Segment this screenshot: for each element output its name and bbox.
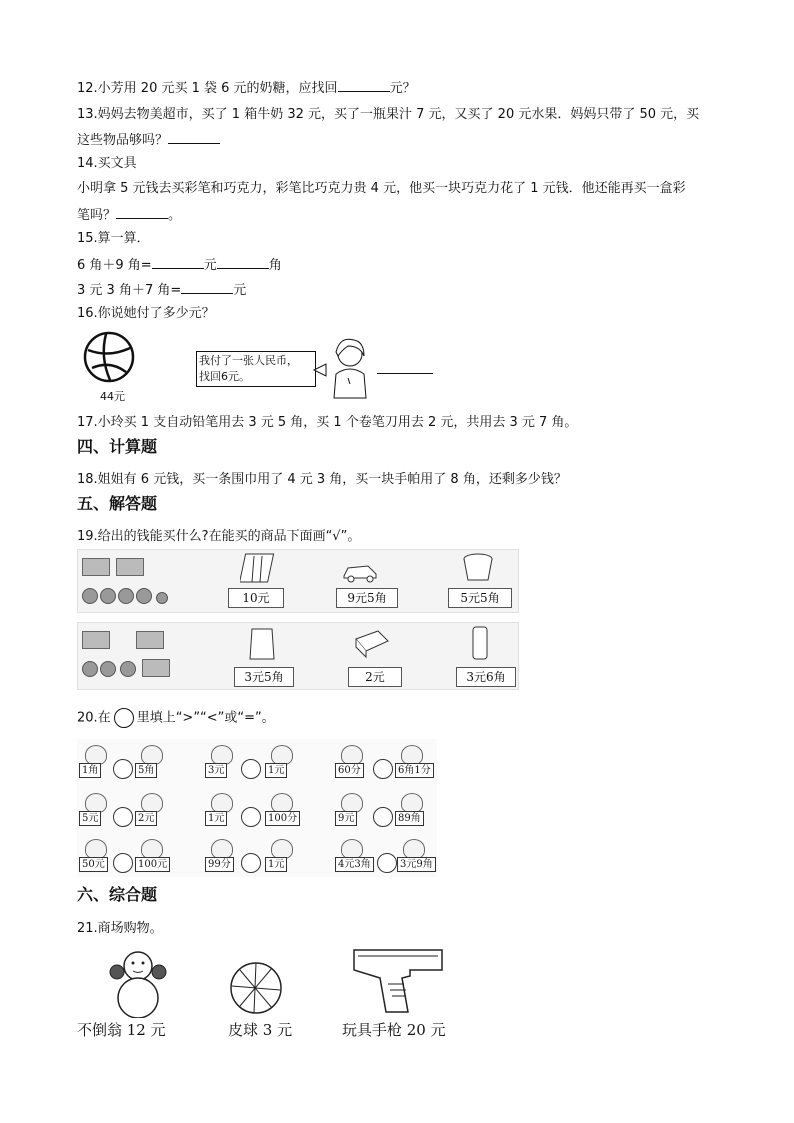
price-tag: 5元5角 xyxy=(448,588,512,608)
banknote-icon xyxy=(136,631,164,649)
animal-icon xyxy=(141,793,163,813)
question-18: 18.姐姐有 6 元钱，买一条围巾用了 4 元 3 角，买一块手帕用了 8 角，还剩多少钱？ xyxy=(77,472,567,487)
answer-blank[interactable] xyxy=(168,130,220,144)
question-14-title: 14.买文具 xyxy=(77,156,137,171)
question-13-line1: 13.妈妈去物美超市，买了 1 箱牛奶 32 元，买了一瓶果汁 7 元，又买了 20 元水果．妈妈只带了 50 元，买 xyxy=(77,107,700,122)
coin-icon xyxy=(156,592,168,604)
shopping-row-1 xyxy=(77,549,519,613)
answer-blank[interactable] xyxy=(116,205,168,219)
banknote-icon xyxy=(82,558,110,576)
price-tag: 3元6角 xyxy=(456,667,516,687)
animal-icon xyxy=(271,793,293,813)
item-caption: 玩具手枪 20 元 xyxy=(342,1021,446,1039)
question-20: 20.在 里填上“>”“<”或“=”。 xyxy=(77,708,275,728)
answer-blank[interactable] xyxy=(338,78,390,92)
coin-icon xyxy=(82,588,98,604)
juice-can-icon xyxy=(470,623,490,661)
noodle-cup-icon xyxy=(460,552,496,584)
speech-bubble: 我付了一张人民币， 找回6元。 xyxy=(196,351,316,387)
compare-circle[interactable] xyxy=(373,759,393,779)
animal-icon xyxy=(141,839,163,859)
volleyball-icon xyxy=(82,330,138,384)
price-tag: 9元5角 xyxy=(336,588,398,608)
animal-icon xyxy=(341,745,363,765)
banknote-icon xyxy=(142,659,170,677)
question-13-line2: 这些物品够吗？ xyxy=(77,130,220,150)
question-16-title: 16.你说她付了多少元？ xyxy=(77,306,215,321)
question-14-line2: 笔吗？ 。 xyxy=(77,205,181,225)
toy-pistol-icon xyxy=(348,946,448,1016)
shopping-row-2 xyxy=(77,622,519,690)
animal-icon xyxy=(85,745,107,765)
animal-icon xyxy=(85,839,107,859)
question-21: 21.商场购物。 xyxy=(77,921,163,936)
compare-circle[interactable] xyxy=(241,807,261,827)
animal-icon xyxy=(341,793,363,813)
animal-icon xyxy=(211,745,233,765)
toy-car-icon xyxy=(340,558,380,584)
cake-box-icon xyxy=(352,627,392,659)
price-tag: 3元5角 xyxy=(234,667,294,687)
compare-circle[interactable] xyxy=(113,759,133,779)
compare-circle[interactable] xyxy=(241,853,261,873)
animal-icon xyxy=(211,839,233,859)
girl-illustration xyxy=(312,334,378,400)
question-12: 12.小芳用 20 元买 1 袋 6 元的奶糖，应找回 元？ xyxy=(77,78,416,98)
coin-icon xyxy=(100,588,116,604)
animal-icon xyxy=(341,839,363,859)
question-15-line1: 6 角＋9 角= 元 角 xyxy=(77,255,282,275)
section-heading-comprehensive: 六、综合题 xyxy=(77,885,158,904)
coin-icon xyxy=(136,588,152,604)
coin-icon xyxy=(120,661,136,677)
compare-circle[interactable] xyxy=(377,853,397,873)
compare-circle-icon xyxy=(114,708,134,728)
answer-blank[interactable] xyxy=(217,255,269,269)
banknote-icon xyxy=(82,631,110,649)
item-caption: 不倒翁 12 元 xyxy=(77,1021,166,1039)
animal-icon xyxy=(141,745,163,765)
price-tag: 10元 xyxy=(228,588,284,608)
section-heading-calculation: 四、计算题 xyxy=(77,437,158,456)
animal-icon xyxy=(271,839,293,859)
animal-icon xyxy=(403,839,425,859)
question-15-line2: 3 元 3 角＋7 角= 元 xyxy=(77,280,246,300)
compare-circle[interactable] xyxy=(241,759,261,779)
compare-circle[interactable] xyxy=(373,807,393,827)
banknote-icon xyxy=(116,558,144,576)
coin-icon xyxy=(82,661,98,677)
answer-blank[interactable] xyxy=(152,255,204,269)
question-19: 19.给出的钱能买什么?在能买的商品下面画“√”。 xyxy=(77,529,361,544)
compare-circle[interactable] xyxy=(113,807,133,827)
coin-icon xyxy=(100,661,116,677)
ball-price-label: 44元 xyxy=(100,390,125,403)
chocolate-bar-icon xyxy=(240,552,280,584)
answer-blank[interactable] xyxy=(181,280,233,294)
tumbler-doll-icon xyxy=(95,946,181,1018)
ball-icon xyxy=(228,960,284,1016)
question-14-line1: 小明拿 5 元钱去买彩笔和巧克力，彩笔比巧克力贵 4 元，他买一块巧克力花了 1 元钱．他还能再买一盒彩 xyxy=(77,181,686,196)
price-tag: 2元 xyxy=(348,667,402,687)
answer-blank[interactable] xyxy=(377,360,433,374)
animal-icon xyxy=(85,793,107,813)
coin-icon xyxy=(118,588,134,604)
animal-icon xyxy=(401,793,423,813)
animal-icon xyxy=(401,745,423,765)
compare-grid: 1角 5角 3元 1元 60分 6角1分 5元 2元 1元 100分 9元 89角 50元 100元 99分 1元 4元3角 3元9角 xyxy=(77,739,437,877)
compare-circle[interactable] xyxy=(113,853,133,873)
snack-bag-icon xyxy=(246,625,278,661)
question-15-title: 15.算一算． xyxy=(77,231,150,246)
animal-icon xyxy=(211,793,233,813)
item-caption: 皮球 3 元 xyxy=(228,1021,293,1039)
question-17: 17.小玲买 1 支自动铅笔用去 3 元 5 角，买 1 个卷笔刀用去 2 元，共用去 3 元 7 角。 xyxy=(77,415,578,430)
animal-icon xyxy=(271,745,293,765)
section-heading-answer: 五、解答题 xyxy=(77,494,158,513)
